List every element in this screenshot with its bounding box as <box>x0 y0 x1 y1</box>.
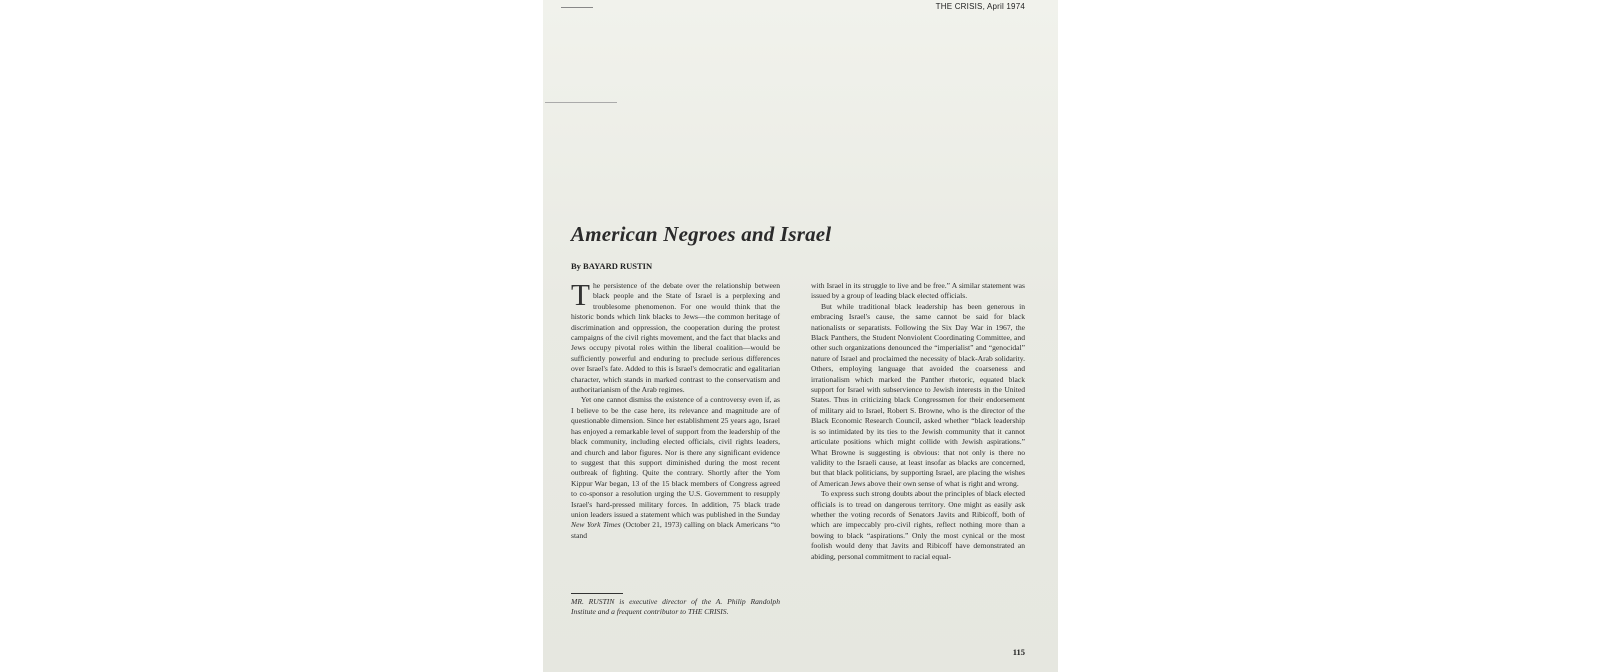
paragraph-text: he persistence of the debate over the relationship between black people and the State of Israel is a perplexing and troublesome phenomenon. For one would think that the historic bonds which link blacks to Jews—the common heritage of discrimination and oppression, the cooperation during the protest campaigns of the civil rights movement, and the fact that blacks and Jews occupy pivotal roles within the liberal coalition—would be sufficiently powerful and enduring to preclude serious differences over Israel's fate. Added to this is Israel's democratic and egalitarian character, which stands in marked contrast to the conservatism and authoritarianism of the Arab regimes. <box>571 281 780 395</box>
footnote-rule <box>571 593 623 594</box>
paragraph-text: Yet one cannot dismiss the existence of a controversy even if, as I believe to be the case here, its relevance and magnitude are of questionable dimension. Since her establishment 25 years ago, Israel has enjoyed a remarkable level of support from the leadership of the black community, including elected officials, civil rights leaders, and church and labor figures. Nor is there any significant evidence to suggest that this support diminished during the most recent outbreak of fighting. Quite the contrary. Shortly after the Yom Kippur War began, 13 of the 15 black members of Congress agreed to co-sponsor a resolution urging the U.S. Government to resupply Israel's hard-pressed military forces. In addition, 75 black trade union leaders issued a statement which was published in the Sunday <box>571 395 780 519</box>
left-column <box>571 277 781 541</box>
scan-mark <box>561 7 593 8</box>
article-title: American Negroes and Israel <box>571 222 832 246</box>
magazine-page <box>543 0 1058 672</box>
page-number: 115 <box>1012 647 1025 657</box>
paragraph <box>571 277 780 395</box>
author-footnote: MR. RUSTIN is executive director of the A. Philip Randolph Institute and a frequent contributor to THE CRISIS. <box>571 597 780 617</box>
running-head: THE CRISIS, April 1974 <box>935 2 1025 11</box>
paragraph-text: (October 21, 1973) calling on black Americans “to stand <box>571 520 781 540</box>
italic-publication: New York Times <box>571 520 621 530</box>
byline: By BAYARD RUSTIN <box>571 261 653 271</box>
right-column <box>811 281 1025 562</box>
paragraph: with Israel in its struggle to live and be free.” A similar statement was issued by a group of leading black elected officials. <box>811 281 1025 301</box>
drop-cap: T <box>571 277 590 312</box>
paragraph: But while traditional black leadership has been generous in embracing Israel's cause, the same cannot be said for black nationalists or separatists. Following the Six Day War in 1967, the Black Panthers, the Student Nonviolent Coordinating Committee, and other such organizations denounced the “imperialist” and “genocidal” nature of Israel and proclaimed the necessity of black-Arab solidarity. Others, employing language that avoided the coarseness and irrationalism which marked the Panther rhetoric, equated black support for Israel with subservience to Jewish interests in the United States. Thus in criticizing black Congressmen for their endorsement of military aid to Israel, Robert S. Browne, who is the director of the Black Economic Research Council, asked whether “black leadership is so intimidated by its ties to the Jewish community that it cannot articulate positions which might collide with Jewish aspirations.” What Browne is suggesting is obvious: that not only is there no validity to the Israeli cause, at least insofar as blacks are concerned, but that black politicians, by supporting Israel, are placing the wishes of American Jews above their own sense of what is right and wrong. <box>811 301 1025 488</box>
scan-mark <box>545 102 617 103</box>
paragraph <box>571 395 780 541</box>
paragraph: To express such strong doubts about the principles of black elected officials is to tread on dangerous territory. One might as easily ask whether the voting records of Senators Javits and Ribicoff, both of which are impeccably pro-civil rights, reflect nothing more than a bowing to black “aspirations.” Only the most cynical or the most foolish would deny that Javits and Ribicoff have demonstrated an abiding, personal commitment to racial equal- <box>811 489 1025 561</box>
